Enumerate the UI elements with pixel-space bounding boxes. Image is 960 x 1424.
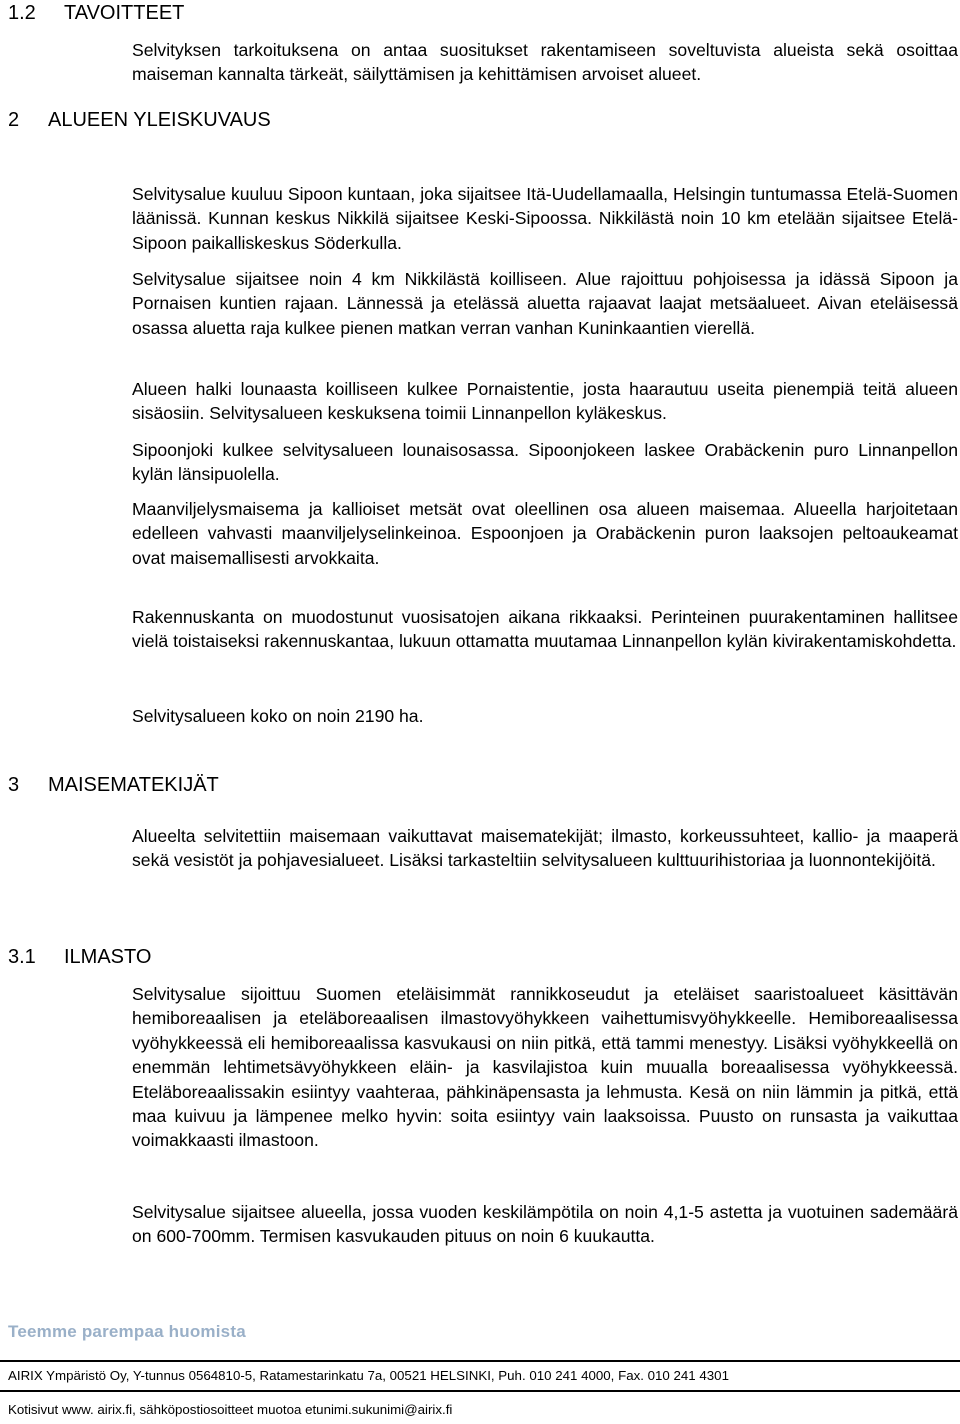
paragraph-yleiskuvaus-5: Maanviljelysmaisema ja kallioiset metsät ovat oleellinen osa alueen maisemaa. Alueella harjoitetaan edelleen vahvasti maanviljelyselinkeinoa. Espoonjoen ja Orabäckenin puron laaksojen peltoaukeamat ovat maisemallisesti arvokkaita.: [132, 499, 958, 568]
heading-2: [8, 108, 271, 132]
heading-1-2: [8, 1, 184, 25]
paragraph-yleiskuvaus-7: Selvitysalueen koko on noin 2190 ha.: [132, 706, 424, 726]
footer-divider: [0, 1360, 960, 1362]
heading-title: MAISEMATEKIJÄT: [48, 774, 219, 796]
paragraph-yleiskuvaus-4: Sipoonjoki kulkee selvitysalueen lounaisosassa. Sipoonjokeen laskee Orabäckenin puro Linnanpellon kylän länsipuolella.: [132, 440, 958, 485]
paragraph-yleiskuvaus-1: Selvitysalue kuuluu Sipoon kuntaan, joka sijaitsee Itä-Uudellamaalla, Helsingin tuntumassa Etelä-Suomen läänissä. Kunnan keskus Nikkilä sijaitsee Keski-Sipoossa. Nikkilästä noin 10 km etelään sijaitsee Etelä-Sipoon paikalliskeskus Söderkulla.: [132, 184, 958, 253]
heading-number: 2: [8, 109, 20, 131]
heading-number: 1.2: [8, 2, 36, 24]
paragraph-ilmasto-2: Selvitysalue sijaitsee alueella, jossa vuoden keskilämpötila on noin 4,1-5 astetta ja vuotuinen sademäärä on 600-700mm. Termisen kasvukauden pituus on noin 6 kuukautta.: [132, 1202, 958, 1247]
heading-3-1: [8, 945, 151, 969]
footer-company-info: AIRIX Ympäristö Oy, Y-tunnus 0564810-5, Ratamestarinkatu 7a, 00521 HELSINKI, Puh. 010 241 4000, Fax. 010 241 4301: [8, 1368, 729, 1383]
paragraph-maisematekijat: Alueelta selvitettiin maisemaan vaikuttavat maisematekijät; ilmasto, korkeussuhteet, kallio- ja maaperä sekä vesistöt ja pohjavesialueet. Lisäksi tarkasteltiin selvitysalueen kulttuurihistoriaa ja luonnontekijöitä.: [132, 826, 958, 871]
heading-number: 3.1: [8, 946, 36, 968]
heading-title: TAVOITTEET: [64, 2, 185, 24]
footer-web-info: Kotisivut www. airix.fi, sähköpostiosoitteet muotoa etunimi.sukunimi@airix.fi: [8, 1402, 453, 1417]
heading-title: ALUEEN YLEISKUVAUS: [48, 109, 271, 131]
heading-title: ILMASTO: [64, 946, 152, 968]
paragraph-ilmasto-1: Selvitysalue sijoittuu Suomen eteläisimmät rannikkoseudut ja eteläiset saaristoalueet käsittävän hemiboreaalisen ja eteläboreaalisen ilmastovyöhykkeen vaihettumisvyöhykkeelle. Hemiboreaalisessa vyöhykkeessä eli hemiboreaalissa kasvukausi on niin pitkä, että tammi menestyy. Lisäksi vyöhykkeellä on enemmän lehtimetsävyöhykkeen eläin- ja kasvilajistoa kuin muualla boreaalisessa vyöhykkeessä. Eteläboreaalissakin esiintyy vaahteraa, pähkinäpensasta ja lehmusta. Kesä on niin lämmin ja pitkä, että maa kuivuu ja lämpenee melko hyvin: soita esiintyy vain laaksoissa. Puusto on runsasta ja vaikuttaa voimakkaasti ilmastoon.: [132, 984, 958, 1151]
paragraph-yleiskuvaus-6: Rakennuskanta on muodostunut vuosisatojen aikana rikkaaksi. Perinteinen puurakentaminen hallitsee vielä toistaiseksi rakennuskantaa, lukuun ottamatta muutamaa Linnanpellon kylän kivirakentamiskohdetta.: [132, 607, 958, 652]
footer-slogan: Teemme parempaa huomista: [8, 1322, 246, 1341]
paragraph-tavoitteet: Selvityksen tarkoituksena on antaa suositukset rakentamiseen soveltuvista alueista sekä osoittaa maiseman kannalta tärkeät, säilyttämisen ja kehittämisen arvoiset alueet.: [132, 40, 958, 85]
heading-number: 3: [8, 774, 20, 796]
paragraph-yleiskuvaus-3: Alueen halki lounaasta koilliseen kulkee Pornaistentie, josta haarautuu useita pienempiä teitä alueen sisäosiin. Selvitysalueen keskuksena toimii Linnanpellon kyläkeskus.: [132, 379, 958, 424]
heading-3: [8, 773, 219, 797]
paragraph-yleiskuvaus-2: Selvitysalue sijaitsee noin 4 km Nikkilästä koilliseen. Alue rajoittuu pohjoisessa ja idässä Sipoon ja Pornaisen kuntien rajaan. Lännessä ja etelässä aluetta rajaavat laajat metsäalueet. Aivan eteläisessä osassa aluetta raja kulkee pienen matkan verran vanhan Kuninkaantien vierellä.: [132, 269, 958, 338]
footer-divider: [0, 1390, 960, 1392]
